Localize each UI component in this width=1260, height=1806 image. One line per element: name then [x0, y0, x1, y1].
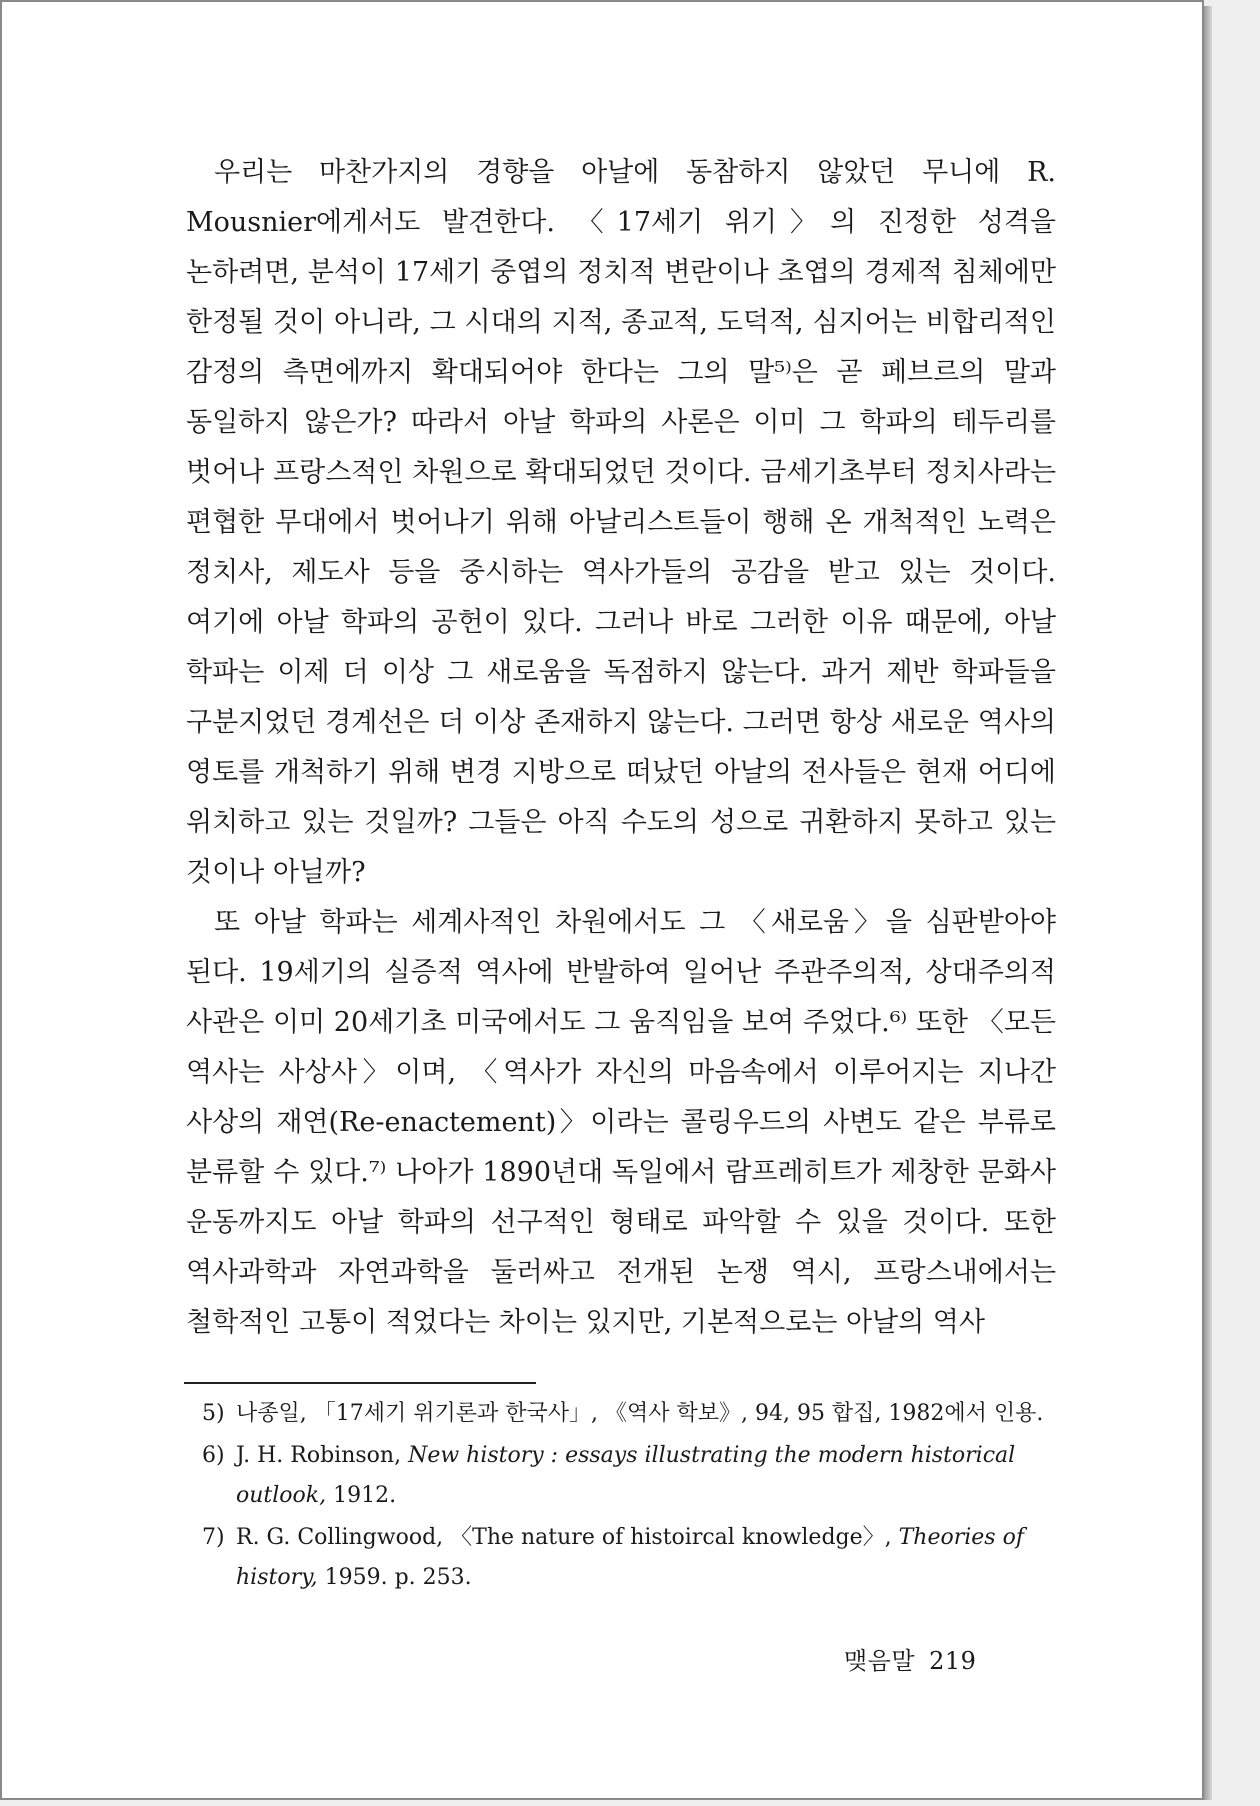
paragraph-1: 우리는 마찬가지의 경향을 아날에 동참하지 않았던 무니에 R. Mousnier에게서도 발견한다. 〈17세기 위기〉의 진정한 성격을 논하려면, 분석이 17세기 중엽의 정치적 변란이나 초엽의 경제적 침체에만 한정될 것이 아니라, 그 시대의 지적, 종교적, 도덕적, 심지어는 비합리적인 감정의 측면에까지 확대되어야 한다는 그의 말⁵⁾은 곧 페브르의 말과 동일하지 않은가? 따라서 아날 학파의 사론은 이미 그 학파의 테두리를 벗어나 프랑스적인 차원으로 확대되었던 것이다. 금세기초부터 정치사라는 편협한 무대에서 벗어나기 위해 아날리스트들이 행해 온 개척적인 노력은 정치사, 제도사 등을 중시하는 역사가들의 공감을 받고 있는 것이다. 여기에 아날 학파의 공헌이 있다. 그러나 바로 그러한 이유 때문에, 아날 학파는 이제 더 이상 그 새로움을 독점하지 않는다. 과거 제반 학파들을 구분지었던 경계선은 더 이상 존재하지 않는다. 그러면 항상 새로운 역사의 영토를 개척하기 위해 변경 지방으로 떠났던 아날의 전사들은 현재 어디에 위치하고 있는 것일까? 그들은 아직 수도의 성으로 귀환하지 못하고 있는 것이나 아닐까? [186, 157, 1056, 888]
footnote-text: 나종일, 「17세기 위기론과 한국사」, 《역사 학보》, 94, 95 합집, 1982에서 인용. [236, 1401, 1044, 1426]
footnote-book-title: Theories of history, [236, 1525, 1024, 1590]
footnote-author: R. G. Collingwood, 〈The nature of histoircal knowledge〉, [236, 1525, 899, 1550]
footnote-number: 5) [202, 1401, 225, 1426]
footnote-year: 1959. p. 253. [317, 1565, 472, 1590]
footnote-5 [202, 1394, 1062, 1434]
running-footer-section: 맺음말 [844, 1647, 916, 1675]
paragraph-2: 또 아날 학파는 세계사적인 차원에서도 그 〈새로움〉을 심판받아야 된다. 19세기의 실증적 역사에 반발하여 일어난 주관주의적, 상대주의적 사관은 이미 20세기초 미국에서도 그 움직임을 보여 주었다.⁶⁾ 또한 〈모든 역사는 사상사〉이며, 〈역사가 자신의 마음속에서 이루어지는 지나간 사상의 재연(Re-enactement)〉이라는 콜링우드의 사변도 같은 부류로 분류할 수 있다.⁷⁾ 나아가 1890년대 독일에서 람프레히트가 제창한 문화사 운동까지도 아날 학파의 선구적인 형태로 파악할 수 있을 것이다. 또한 역사과학과 자연과학을 둘러싸고 전개된 논쟁 역시, 프랑스내에서는 철학적인 고통이 적었다는 차이는 있지만, 기본적으로는 아날의 역사 [186, 907, 1056, 1338]
footnotes [202, 1394, 1062, 1600]
footnote-7 [202, 1518, 1062, 1598]
footnote-number: 7) [202, 1525, 225, 1550]
footnote-book-title: New history : essays illustrating the modern historical outlook, [236, 1443, 1016, 1508]
footnote-6 [202, 1436, 1062, 1516]
footnote-author: J. H. Robinson, [236, 1443, 409, 1468]
body-text [186, 148, 1056, 1348]
page-number: 219 [929, 1647, 977, 1675]
footnote-year: 1912. [326, 1483, 397, 1508]
footnote-divider [184, 1382, 536, 1384]
footnote-text [236, 1436, 1062, 1516]
footnote-number: 6) [202, 1443, 225, 1468]
page-edge-shadow [1204, 6, 1212, 1800]
page-footer [844, 1641, 976, 1676]
footnote-text [236, 1518, 1062, 1598]
